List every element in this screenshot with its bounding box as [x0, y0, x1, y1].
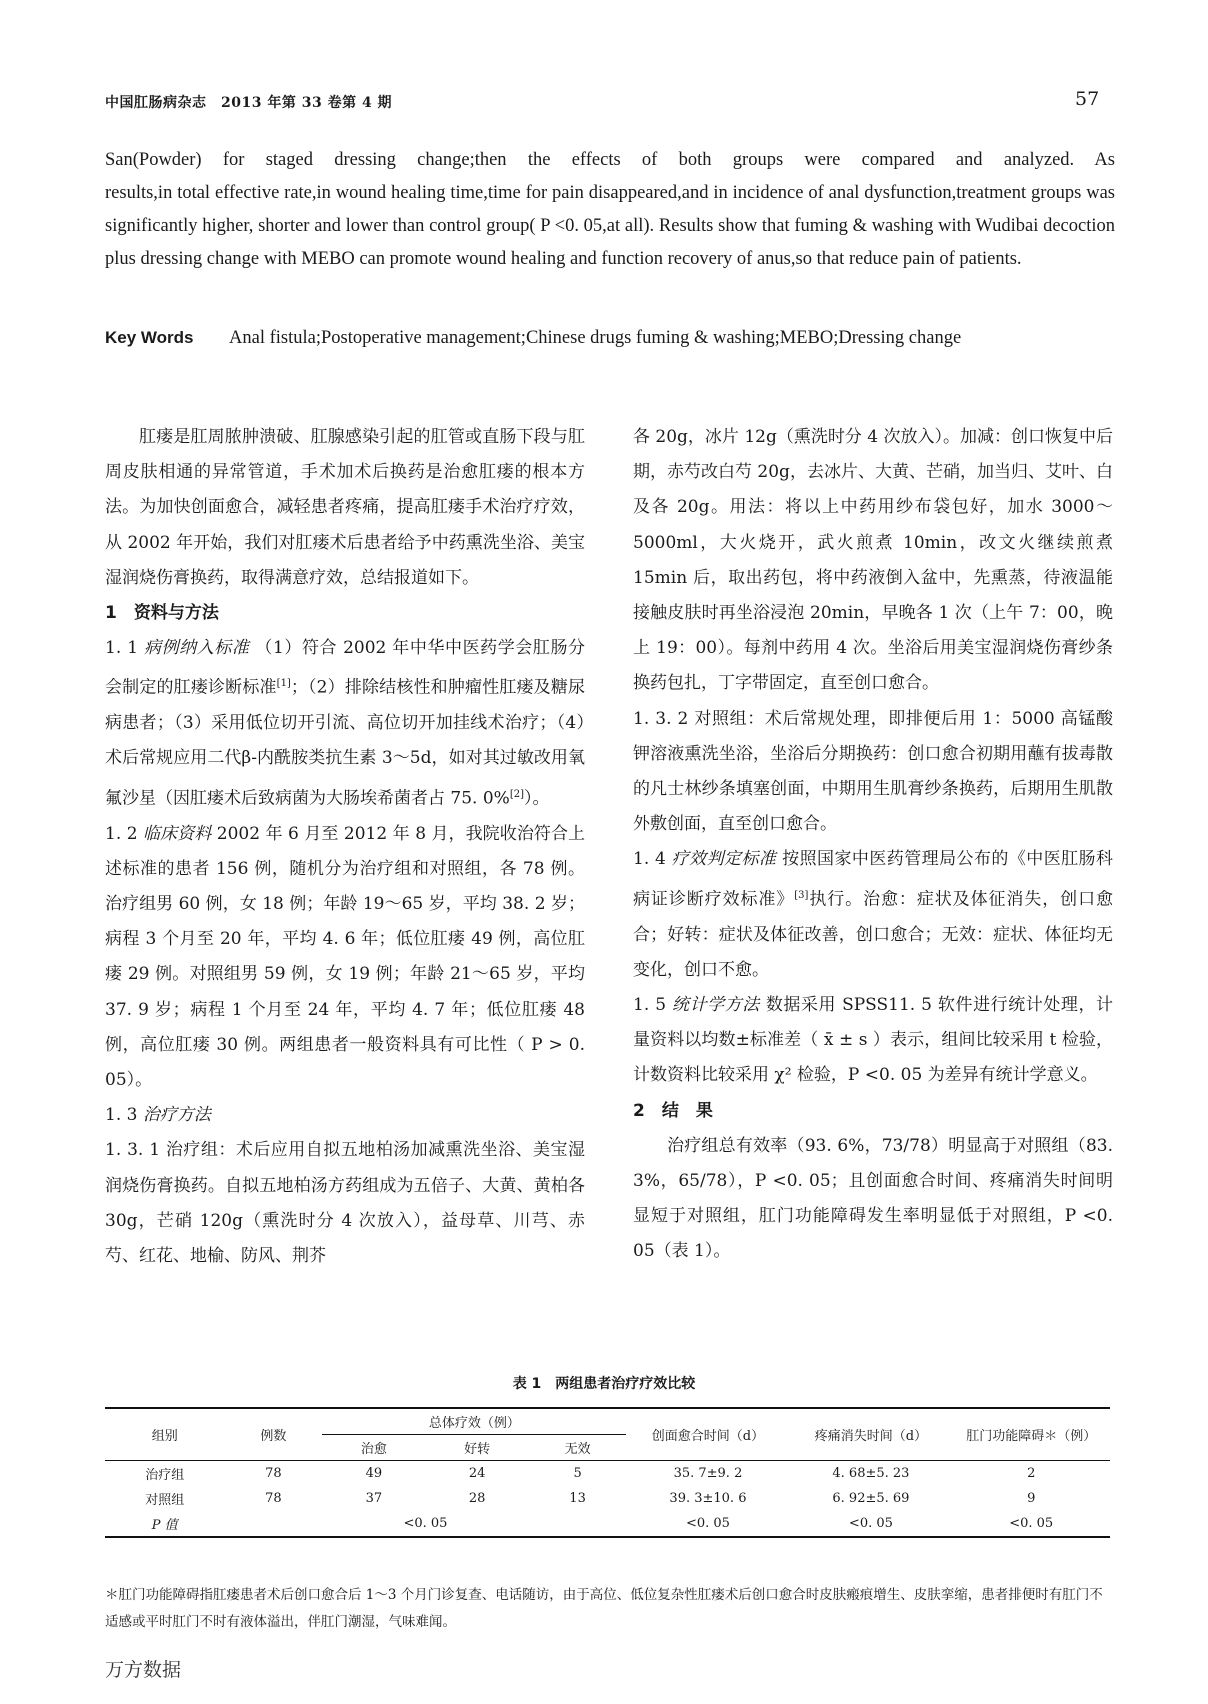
section-1-3-number: 1. 3: [105, 1105, 138, 1126]
section-1-1: [105, 631, 585, 816]
reference-1: [1]: [276, 678, 291, 690]
section-1-1-label: 病例纳入标准: [144, 638, 250, 659]
section-1-3-1-text-left: 治疗组：术后应用自拟五地柏汤加减熏洗坐浴、美宝湿润烧伤膏换药。自拟五地柏汤方药组成为五倍子、大黄、黄柏各 30g，芒硝 120g（熏洗时分 4 次放入），益母草、川芎、赤芍、红花、地榆、防风、荆芥: [105, 1140, 585, 1266]
table-row-control: [105, 1486, 1110, 1511]
header-pain-time: 疼痛消失时间（d）: [789, 1408, 952, 1461]
table-row-p-value: [105, 1511, 1110, 1537]
section-1-3-2-number: 1. 3. 2: [633, 708, 689, 729]
table-caption: 表 1 两组患者治疗疗效比较: [512, 1376, 696, 1392]
cell-pain: 4. 68±5. 23: [832, 1466, 910, 1481]
cell-anal: 2: [1027, 1466, 1036, 1481]
abstract-line-1: San(Powder) for staged dressing change;then the effects of both groups were compared and analyzed. As: [105, 150, 1115, 170]
section-1-2-label: 临床资料: [143, 823, 212, 844]
section-2-heading: 2 结 果: [633, 1100, 713, 1121]
section-1-4-text-a: 按照国家中医药管理局公布的《中医肛肠科病证诊断疗效标准》: [633, 849, 1113, 910]
cell-p-efficacy: <0. 05: [225, 1511, 627, 1537]
page-number: 57: [1075, 88, 1100, 110]
section-1-5: [633, 988, 1113, 1094]
section-1-1-text-b: ；（2）排除结核性和肿瘤性肛瘘及糖尿病患者；（3）采用低位切开引流、高位切开加挂线术治疗；（4）术后常规应用二代β-内酰胺类抗生素 3～5d，如对其过敏改用氧氟沙星（因肛瘘术后致病菌为大肠埃希菌者占 75. 0%: [105, 678, 585, 809]
cell-ineffective: 13: [569, 1491, 586, 1506]
header-healing-time: 创面愈合时间（d）: [626, 1408, 789, 1461]
cell-cases: 78: [265, 1466, 282, 1481]
section-1-4-number: 1. 4: [633, 849, 666, 870]
section-1-3-2: [633, 702, 1113, 843]
cell-p-anal: <0. 05: [952, 1511, 1110, 1537]
section-1-1-text-c: ）。: [523, 788, 550, 809]
cell-group: 对照组: [145, 1493, 185, 1508]
keywords-label: Key Words: [105, 328, 194, 347]
section-1-4-label: 疗效判定标准: [671, 849, 777, 870]
cell-p-healing: <0. 05: [626, 1511, 789, 1537]
header-ineffective: 无效: [529, 1435, 627, 1461]
table-footnote: ＊肛门功能障碍指肛瘘患者术后创口愈合后 1～3 个月门诊复查、电话随访，由于高位、低位复杂性肛瘘术后创口愈合时皮肤瘢痕增生、皮肤挛缩，患者排便时有肛门不适感或平时肛门不时有液体溢出，伴肛门潮湿，气味难闻。: [105, 1587, 1103, 1630]
section-1-3-heading: [105, 1098, 585, 1133]
cell-healing: 35. 7±9. 2: [673, 1466, 743, 1481]
section-1-heading: 1 资料与方法: [105, 603, 219, 624]
cell-cured: 37: [365, 1491, 383, 1506]
section-1-3-label: 治疗方法: [142, 1105, 211, 1126]
header-anal-dysfunction: 肛门功能障碍＊（例）: [952, 1408, 1110, 1461]
cell-cured: 49: [365, 1466, 383, 1481]
english-abstract: [105, 144, 1115, 276]
cell-ineffective: 5: [573, 1466, 582, 1481]
cell-improved: 24: [468, 1466, 486, 1481]
cell-improved: 28: [468, 1491, 486, 1506]
header-improved: 好转: [425, 1435, 528, 1461]
results-paragraph: 治疗组总有效率（93. 6%，73/78）明显高于对照组（83. 3%，65/78），P <0. 05；且创面愈合时间、疼痛消失时间明显短于对照组，肛门功能障碍发生率明显低于对照组，P <0. 05（表 1）。: [633, 1135, 1113, 1262]
section-1-4: [633, 842, 1113, 987]
section-1-1-text-a: （1）符合 2002 年中华中医药学会肛肠分会制定的肛瘘诊断标准: [105, 638, 586, 699]
cell-cases: 78: [265, 1491, 282, 1506]
header-cases: 例数: [225, 1408, 323, 1461]
reference-2: [2]: [509, 788, 524, 800]
section-1-5-text: 数据采用 SPSS11. 5 软件进行统计处理，计量资料以均数±标准差（ x̄ ± s ）表示，组间比较采用 t 检验，计数资料比较采用 χ² 检验，P <0. 05 为差异有统计学意义。: [633, 994, 1114, 1086]
cell-p-label: P 值: [105, 1511, 225, 1537]
body-column-right: [633, 420, 1113, 1270]
abstract-text: results,in total effective rate,in wound healing time,time for pain disappeared,and in incidence of anal dysfunction,treatment groups was significantly higher, shorter and lower than control group( P <0. 05,at all). Results show that fuming & washing with Wudibai decoction plus dressing change with MEBO can promote wound healing and function recovery of anus,so that reduce pain of patients.: [105, 183, 1115, 269]
section-1-5-label: 统计学方法: [672, 994, 760, 1015]
cell-healing: 39. 3±10. 6: [669, 1491, 747, 1506]
cell-pain: 6. 92±5. 69: [832, 1491, 910, 1506]
section-1-5-number: 1. 5: [633, 994, 667, 1015]
header-efficacy: 总体疗效（例）: [322, 1408, 626, 1435]
header-cured: 治愈: [322, 1435, 425, 1461]
section-1-2-number: 1. 2: [105, 823, 138, 844]
cell-group: 治疗组: [145, 1468, 185, 1483]
section-1-3-1: [105, 1133, 585, 1274]
reference-3: [3]: [794, 889, 809, 901]
watermark: 万方数据: [105, 1659, 182, 1681]
header-group: 组别: [105, 1408, 225, 1461]
section-1-3-1-number: 1. 3. 1: [105, 1140, 161, 1161]
section-1-3-2-text: 对照组：术后常规处理，即排便后用 1：5000 高锰酸钾溶液熏洗坐浴，坐浴后分期换药：创口愈合初期用蘸有拔毒散的凡士林纱条填塞创面，中期用生肌膏纱条换药，后期用生肌散外敷创面，直至创口愈合。: [633, 708, 1113, 835]
intro-paragraph: 肛瘘是肛周脓肿溃破、肛腺感染引起的肛管或直肠下段与肛周皮肤相通的异常管道，手术加术后换药是治愈肛瘘的根本方法。为加快创面愈合，减轻患者疼痛，提高肛瘘手术治疗疗效，从 2002 年开始，我们对肛瘘术后患者给予中药熏洗坐浴、美宝湿润烧伤膏换药，取得满意疗效，总结报道如下。: [105, 427, 585, 588]
results-table: [105, 1407, 1110, 1538]
table-row-treatment: [105, 1461, 1110, 1487]
section-1-3-1-continued: 各 20g，冰片 12g（熏洗时分 4 次放入）。加减：创口恢复中后期，赤芍改白芍 20g，去冰片、大黄、芒硝，加当归、艾叶、白及各 20g。用法：将以上中药用纱布袋包好，加水 3000～5000ml，大火烧开，武火煎煮 10min，改文火继续煎煮 15min 后，取出药包，将中药液倒入盆中，先熏蒸，待液温能接触皮肤时再坐浴浸泡 20min，早晚各 1 次（上午 7：00，晚上 19：00）。每剂中药用 4 次。坐浴后用美宝湿润烧伤膏纱条换药包扎，丁字带固定，直至创口愈合。: [633, 427, 1113, 694]
section-1-1-number: 1. 1: [105, 638, 139, 659]
section-1-2: [105, 817, 585, 1099]
section-1-4-text-b: 执行。治愈：症状及体征消失，创口愈合；好转：症状及体征改善，创口愈合；无效：症状、体征均无变化，创口不愈。: [633, 889, 1114, 980]
body-column-left: [105, 420, 585, 1274]
keywords-text: Anal fistula;Postoperative management;Chinese drugs fuming & washing;MEBO;Dressing change: [229, 328, 962, 348]
table-header-row-1: [105, 1408, 1110, 1435]
journal-title: 中国肛肠病杂志 2013 年第 33 卷第 4 期: [105, 95, 393, 111]
cell-p-pain: <0. 05: [789, 1511, 952, 1537]
section-1-2-text: 2002 年 6 月至 2012 年 8 月，我院收治符合上述标准的患者 156 例，随机分为治疗组和对照组，各 78 例。治疗组男 60 例，女 18 例；年龄 19～65 岁，平均 38. 2 岁；病程 3 个月至 20 年，平均 4. 6 年；低位肛瘘 49 例，高位肛瘘 29 例。对照组男 59 例，女 19 例；年龄 21～65 岁，平均 37. 9 岁；病程 1 个月至 24 年，平均 4. 7 年；低位肛瘘 48 例，高位肛瘘 30 例。两组患者一般资料具有可比性（ P > 0. 05）。: [105, 823, 586, 1090]
cell-anal: 9: [1027, 1491, 1036, 1506]
